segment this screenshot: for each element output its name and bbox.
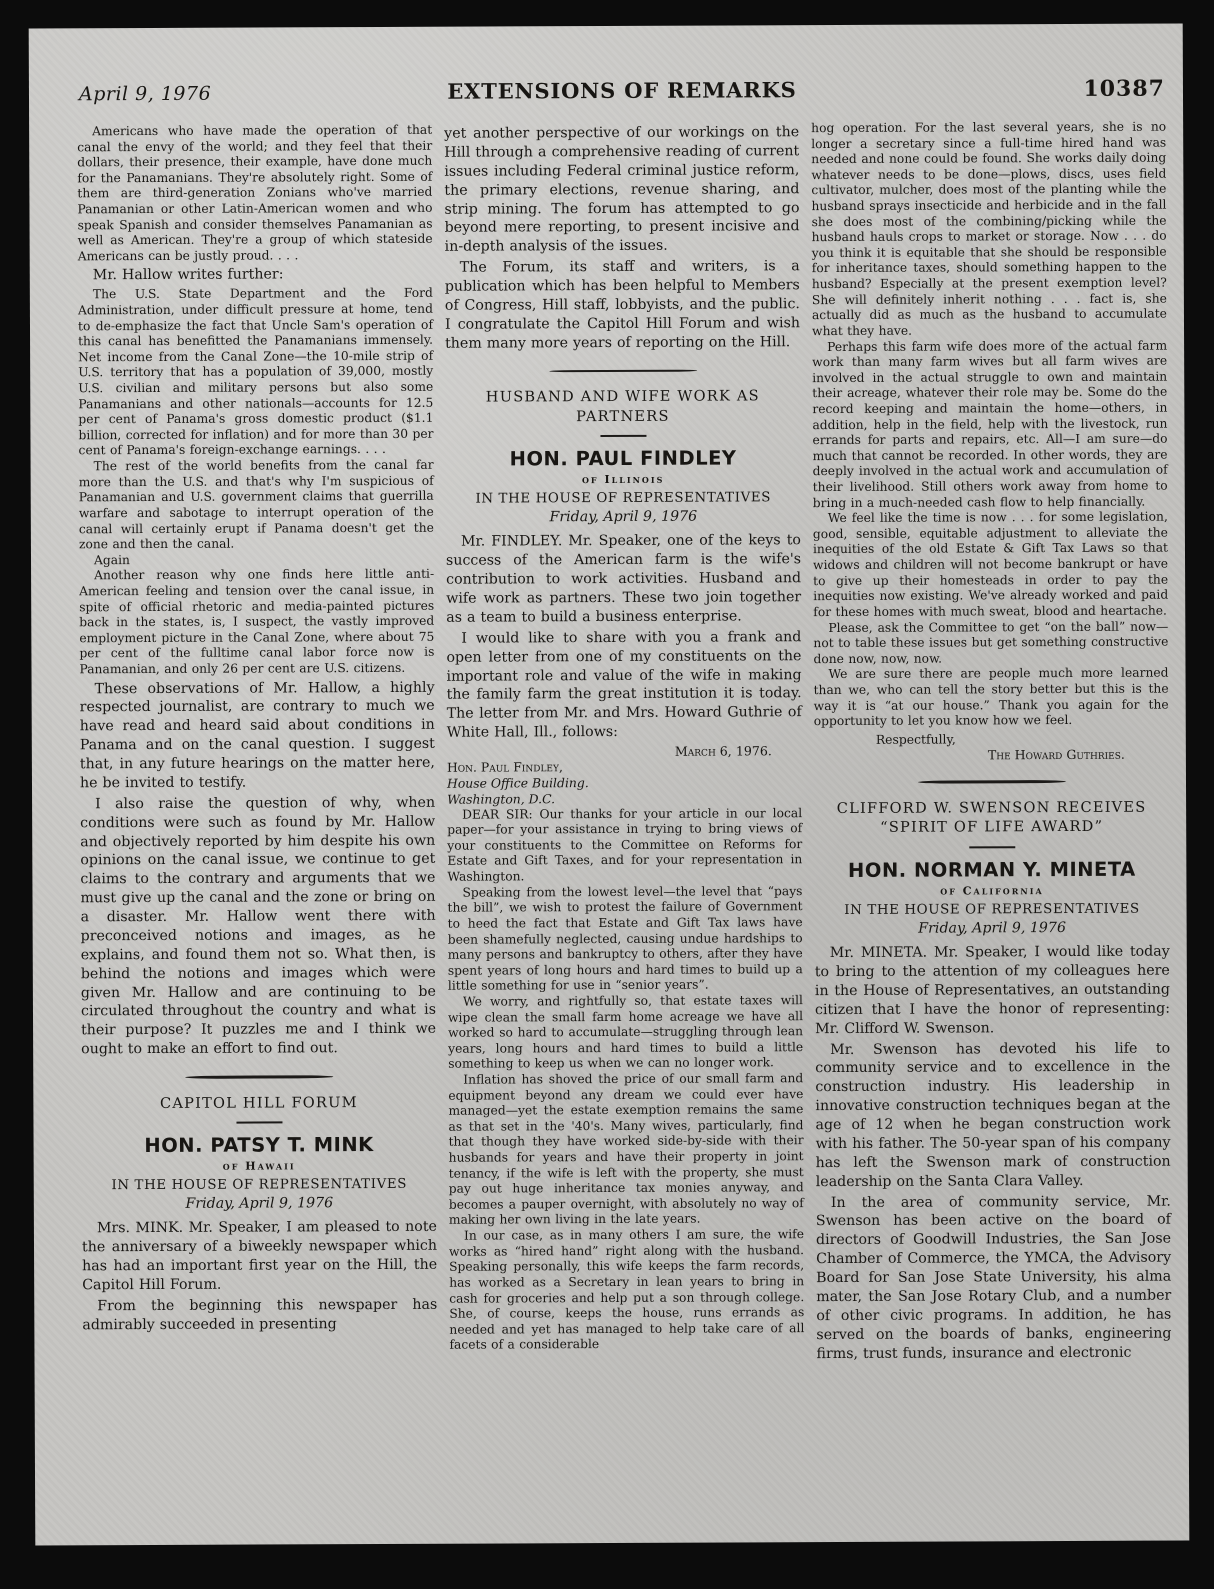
paragraph: We feel like the time is now . . . for some legislation, good, sensible, equitable adjustment to alleviate the inequities of the old Estate & Gift Tax Laws so that widows and children will not become bankrupt or have to give up their homesteads in order to pay the inequities now existing. We've already worked and paid for these homes with much sweat, blood and heartache. <box>812 509 1169 619</box>
paragraph: hog operation. For the last several years, she is no longer a secretary since a full-time hired hand was needed and none could be found. She works daily doing whatever needs to be done—plows, discs, uses field cultivator, mulcher, does most of the planting while the husband sprays insecticide and herbicide and in the fall she does most of the combining/picking while the husband hauls crops to market or storage. Now . . . do you think it is equitable that she should be responsible for inheritance taxes, should something happen to the husband? Especially at the present exemption level? She will definitely inherit nothing . . . fact is, she actually did as much as the husband to accumulate what they have. <box>811 119 1167 339</box>
page-header <box>79 76 1165 107</box>
paragraph: The rest of the world benefits from the canal far more than the U.S. and that's why I'm suspicious of Panamanian and U.S. government claims that guerrilla warfare and sabotage to interrupt operation of the canal will certainly erupt if Panama doesn't get the zone and then the canal. <box>78 457 434 552</box>
letter-address-line: Washington, D.C. <box>447 790 556 807</box>
paragraph: Mr. FINDLEY. Mr. Speaker, one of the keys to success of the American farm is the wife's contribution to work activities. Husband and wife work as partners. These two join together as a team to build a business enterprise. <box>445 532 802 626</box>
paragraph: In our case, as in many others I am sure, the wife works as “hired hand” right along with the husband. Speaking personally, this wife keeps the farm records, has worked as a Secretary in lean years to bring in cash for groceries and help put a son through college. She, of course, keeps the house, runs errands as needed and yet has managed to help take care of all facets of a considerable <box>449 1227 805 1353</box>
session-date: Friday, April 9, 1976 <box>185 1195 334 1213</box>
chamber-line: IN THE HOUSE OF REPRESENTATIVES <box>475 490 772 507</box>
member-name: HON. NORMAN Y. MINETA <box>847 857 1136 883</box>
chamber-line: IN THE HOUSE OF REPRESENTATIVES <box>111 1177 408 1194</box>
title-divider <box>969 846 1015 848</box>
letter-date: March 6, 1976. <box>674 743 772 759</box>
page-number: 10387 <box>1083 75 1166 102</box>
paragraph: Mr. MINETA. Mr. Speaker, I would like today to bring to the attention of my colleagues here in the House of Representatives, an outstanding citizen that I have the honor of representing: Mr. Clifford W. Swenson. <box>814 943 1171 1037</box>
paragraph: Perhaps this farm wife does more of the actual farm work than many farm wives but all farm wives are involved in the actual struggle to own and maintain their acreage, whatever their role may be. Some do the record keeping and maintain the home—others, in addition, help in the field, help with the livestock, run errands for parts and repairs, etc. All—I am sure—do much that cannot be recorded. In other words, they are deeply involved in the actual work and accumulation of their livelihood. Still others work away from home to bring in a much-needed cash flow to help financially. <box>812 338 1168 510</box>
page-date: April 9, 1976 <box>78 82 212 106</box>
paragraph: These observations of Mr. Hallow, a highly respected journalist, are contrary to much we have read and heard said about conditions in Panama and on the canal question. I suggest that, in any future hearings on the matter here, he be invited to testify. <box>79 679 435 792</box>
member-state: of California <box>940 884 1044 898</box>
column-2 <box>444 121 804 1367</box>
paragraph: From the beginning this newspaper has admirably succeeded in presenting <box>82 1296 438 1333</box>
paragraph: DEAR SIR: Our thanks for your article in our local paper—for your assistance in trying to bring views of your constituents to the Committee on Reforms for Estate and Gift Taxes, and for your representation in Washington. <box>447 805 803 884</box>
member-name: HON. PAUL FINDLEY <box>509 446 737 471</box>
chamber-line: IN THE HOUSE OF REPRESENTATIVES <box>844 901 1140 919</box>
paragraph: Mrs. MINK. Mr. Speaker, I am pleased to note the anniversary of a biweekly newspaper which has had an important first year on the Hill, the Capitol Hill Forum. <box>81 1219 438 1294</box>
section-divider <box>917 780 1065 783</box>
paragraph: Speaking from the lowest level—the level that “pays the bill”, we wish to protest the failure of Government to heed the fact that Estate and Gift Tax laws have been shamefully neglected, causing undue hardships to many persons and bankruptcy to others, after they have spent years of long hours and hard times to build up a little something for use in “senior years”. <box>447 883 803 994</box>
title-divider <box>236 1122 282 1124</box>
paragraph: Please, ask the Committee to get “on the ball” now—not to table these issues but get something constructive done now, now, now. <box>813 619 1169 666</box>
paragraph: I also raise the question of why, when conditions were such as found by Mr. Hallow and objectively reported by him despite his own opinions on the canal issue, we continue to get claims to the contrary and arguments that we must give up the canal and the zone or bring on a disaster. Mr. Hallow went there with preconceived notions and images, as he explains, and found them not so. What then, is behind the notions and images which were given Mr. Hallow and are continuing to be circulated throughout the country and what is their purpose? It puzzles me and I think we ought to make an effort to find out. <box>80 794 437 1058</box>
paragraph: Mr. Swenson has devoted his life to community service and to excellence in the construction industry. His leadership in innovative construction techniques began at the age of 12 when he began construction work with his father. The 50-year span of his company has left the Swenson mark of construction leadership on the Santa Clara Valley. <box>815 1040 1171 1190</box>
paragraph: I would like to share with you a frank and open letter from one of my constituents on the important role and value of the wife in making the family farm the great institution it is today. The letter from Mr. and Mrs. Howard Guthrie of White Hall, Ill., follows: <box>446 628 802 741</box>
paragraph: The U.S. State Department and the Ford Administration, under difficult pressure at home, tend to de-emphasize the fact that Uncle Sam's operation of this canal has benefitted the Panamanians immensely. Net income from the Canal Zone—the 10-mile strip of U.S. territory that has a population of 39,000, mostly U.S. civilian and military persons but also some Panamanians and other nationals—accounts for 12.5 per cent of Panama's gross domestic product ($1.1 billion, corrected for inflation) and for more than 30 per cent of Panama's foreign-exchange earnings. . . . <box>77 286 434 458</box>
paragraph: Inflation has shoved the price of our small farm and equipment beyond any dream we could ever have managed—yet the estate exemption remains the same as that set in the '40's. Many wives, particularly, find that though they have worked side-by-side with their husbands for years and have their property in joint tenancy, if the wife is left with the property, she must pay out huge inheritance tax monies anyway, and becomes a pauper overnight, with absolutely no way of making her own living in the late years. <box>448 1071 804 1228</box>
column-1 <box>77 123 437 1369</box>
letter-closing: Respectfully, <box>875 731 956 747</box>
paragraph: Mr. Hallow writes further: <box>92 266 284 284</box>
column-3 <box>811 120 1171 1366</box>
letter-address-line: Hon. Paul Findley, <box>446 759 563 775</box>
member-state: of Hawaii <box>222 1159 296 1173</box>
section-title: HUSBAND AND WIFE WORK AS PARTNERS <box>485 387 760 425</box>
session-date: Friday, April 9, 1976 <box>549 508 698 526</box>
paragraph: The Forum, its staff and writers, is a publication which has been helpful to Members of Congress, Hill staff, lobbyists, and the public. I congratulate the Capitol Hill Forum and wish them many more years of reporting on the Hill. <box>444 258 801 352</box>
session-date: Friday, April 9, 1976 <box>918 920 1067 937</box>
section-title: CAPITOL HILL FORUM <box>159 1093 358 1112</box>
title-divider <box>600 435 646 437</box>
paragraph: Americans who have made the operation of that canal the envy of the world; and they feel that their dollars, their presence, their example, have done much for the Panamanians. They're absolutely right. Some of them are third-generation Zonians who've married Panamanian or other Latin-American women and who speak Spanish and consider themselves Panamanian as well as American. They're a group of which stateside Americans can be justly proud. . . . <box>77 122 433 264</box>
text-columns <box>77 120 1174 1369</box>
member-state: of Illinois <box>581 473 665 487</box>
section-title: CLIFFORD W. SWENSON RECEIVES “SPIRIT OF LIFE AWARD” <box>836 798 1147 837</box>
paragraph: yet another perspective of our workings on the Hill through a comprehensive reading of current issues including Federal criminal justice reform, the primary elections, revenue sharing, and strip mining. The forum has attempted to go beyond mere reporting, to present incisive and in-depth analysis of the issues. <box>444 124 800 255</box>
paragraph: We worry, and rightfully so, that estate taxes will wipe clean the small farm home acreage we have all worked so hard to accumulate—struggling through lean years, long hours and hard times to build a little something to keep us when we can no longer work. <box>447 993 804 1072</box>
paragraph: In the area of community service, Mr. Swenson has been active on the board of directors of Goodwill Industries, the San Jose Chamber of Commerce, the YMCA, the Advisory Board for San Jose State University, his alma mater, the San Jose Rotary Club, and a number of other civic programs. In addition, he has served on the boards of banks, engineering firms, trust funds, insurance and electronic <box>815 1193 1172 1362</box>
letter-signature: The Howard Guthries. <box>987 746 1125 763</box>
paper <box>29 23 1190 1545</box>
page-title: EXTENSIONS OF REMARKS <box>447 77 797 104</box>
section-divider <box>185 1075 333 1078</box>
paragraph: Again <box>93 552 130 567</box>
section-divider <box>549 369 697 372</box>
member-name: HON. PATSY T. MINK <box>144 1133 374 1158</box>
paragraph: We are sure there are people much more learned than we, who can tell the story better but this is the way it is “at our house.” Thank you again for the opportunity to let you know how we feel. <box>813 665 1169 729</box>
letter-address-line: House Office Building. <box>446 774 589 791</box>
paragraph: Another reason why one finds here little anti-American feeling and tension over the canal issue, in spite of official rhetoric and media-painted pictures back in the states, is, I suspect, the vastly improved employment picture in the Canal Zone, where about 75 per cent of the fulltime canal labor force now is Panamanian, and only 26 per cent are U.S. citizens. <box>79 567 435 677</box>
